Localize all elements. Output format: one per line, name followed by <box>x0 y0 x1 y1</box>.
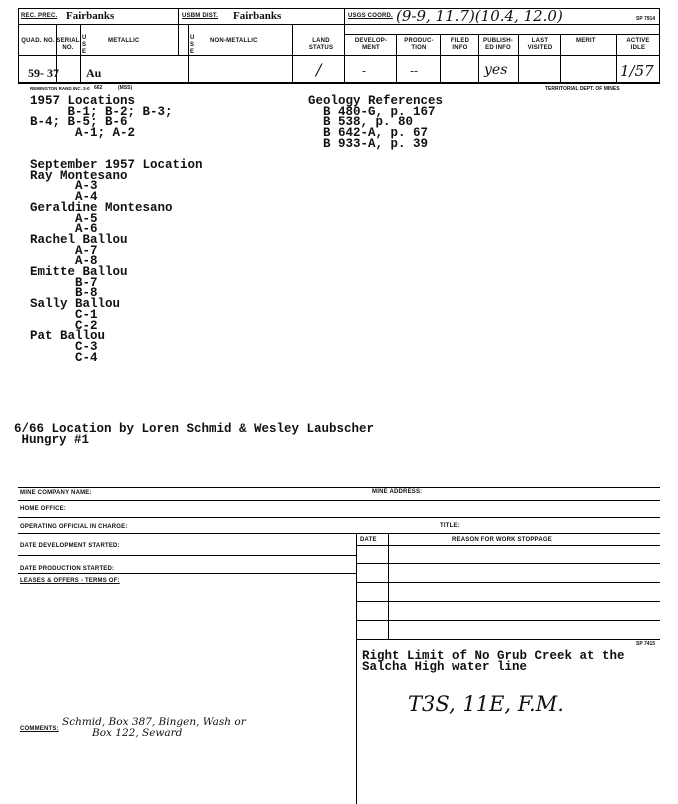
usbm-dist-label: USBM DIST. <box>182 13 219 19</box>
usgs-coord-label: USGS COORD. <box>348 13 393 19</box>
territorial-label: TERRITORIAL DEPT. OF MINES <box>545 86 620 92</box>
development-header: DEVELOP- MENT <box>354 38 388 51</box>
date-column-header: DATE <box>360 537 377 543</box>
published-info-header: PUBLISH- ED INFO <box>483 38 513 51</box>
locations-1957: 1957 Locations B-1; B-2; B-3; B-4; B-5; B-6 A-1; A-2 <box>30 94 173 141</box>
printer-line: REMINGTON RAND INC. 2-0 <box>30 86 90 91</box>
active-idle-header: ACTIVE IDLE <box>626 38 650 51</box>
september-1957-locations: September 1957 Location Ray Montesano A-3 A-4 Geraldine Montesano A-5 A-6 Rachel Ballou A-7 A-8 Emitte Ballou B-7 B-8 Sally Ballou C-1 C-2 Pat Ballou C-3 C-4 <box>30 158 203 365</box>
nonmetallic-use-flags: U S E <box>190 35 195 55</box>
last-visited-header: LAST VISITED <box>527 38 553 51</box>
leases-offers-label: LEASES & OFFERS - TERMS OF: <box>20 578 120 584</box>
comments-line-2: Box 122, Seward <box>92 727 183 739</box>
printer-code-2: (MSS) <box>118 85 133 91</box>
nonmetallic-header: NON-METALLIC <box>210 38 258 44</box>
metallic-use-flags: U S E <box>82 35 87 55</box>
published-info-value: yes <box>484 62 508 78</box>
location-note: Right Limit of No Grub Creek at the Salcha High water line <box>362 649 625 674</box>
serial-no-header: SERIAL NO. <box>56 38 80 51</box>
form-number-2: SP 7415 <box>636 641 656 647</box>
title-label: TITLE: <box>440 523 460 529</box>
rec-prec-value: Fairbanks <box>66 10 115 22</box>
date-development-started-label: DATE DEVELOPMENT STARTED: <box>20 543 120 549</box>
printer-code-1: 662 <box>94 85 103 91</box>
usbm-dist-value: Fairbanks <box>233 10 282 22</box>
production-value: -- <box>410 64 419 78</box>
home-office-label: HOME OFFICE: <box>20 506 67 512</box>
metallic-header: METALLIC <box>108 38 140 44</box>
merit-header: MERIT <box>576 38 596 44</box>
production-header: PRODUC- TION <box>404 38 434 51</box>
metallic-value: Au <box>86 66 102 80</box>
land-status-value: / <box>316 60 322 79</box>
filed-info-header: FILED INFO <box>450 38 470 51</box>
active-idle-value: 1/57 <box>620 62 654 80</box>
usgs-coord-value: (9-9, 11.7)(10.4, 12.0) <box>396 7 563 25</box>
location-1966: 6/66 Location by Loren Schmid & Wesley Laubscher Hungry #1 <box>14 422 375 447</box>
township-range: T3S, 11E, F.M. <box>408 692 564 716</box>
comments-line-1: Schmid, Box 387, Bingen, Wash or <box>62 716 246 728</box>
quad-serial-value: 59- 37 <box>28 66 59 80</box>
mine-company-name-label: MINE COMPANY NAME: <box>20 490 92 496</box>
quad-no-header: QUAD. NO. <box>21 38 55 44</box>
date-production-started-label: DATE PRODUCTION STARTED: <box>20 566 115 572</box>
reason-column-header: REASON FOR WORK STOPPAGE <box>452 537 552 543</box>
mine-address-label: MINE ADDRESS: <box>372 489 423 495</box>
comments-label: COMMENTS: <box>20 726 59 732</box>
land-status-header: LAND STATUS <box>308 38 334 51</box>
operating-official-label: OPERATING OFFICIAL IN CHARGE: <box>20 524 128 530</box>
rec-prec-label: REC. PREC. <box>21 13 58 19</box>
form-number: SP 7914 <box>636 16 656 22</box>
development-value: - <box>362 64 367 78</box>
geology-references: Geology References B 480-G, p. 167 B 538, p. 80 B 642-A, p. 67 B 933-A, p. 39 <box>308 94 444 151</box>
